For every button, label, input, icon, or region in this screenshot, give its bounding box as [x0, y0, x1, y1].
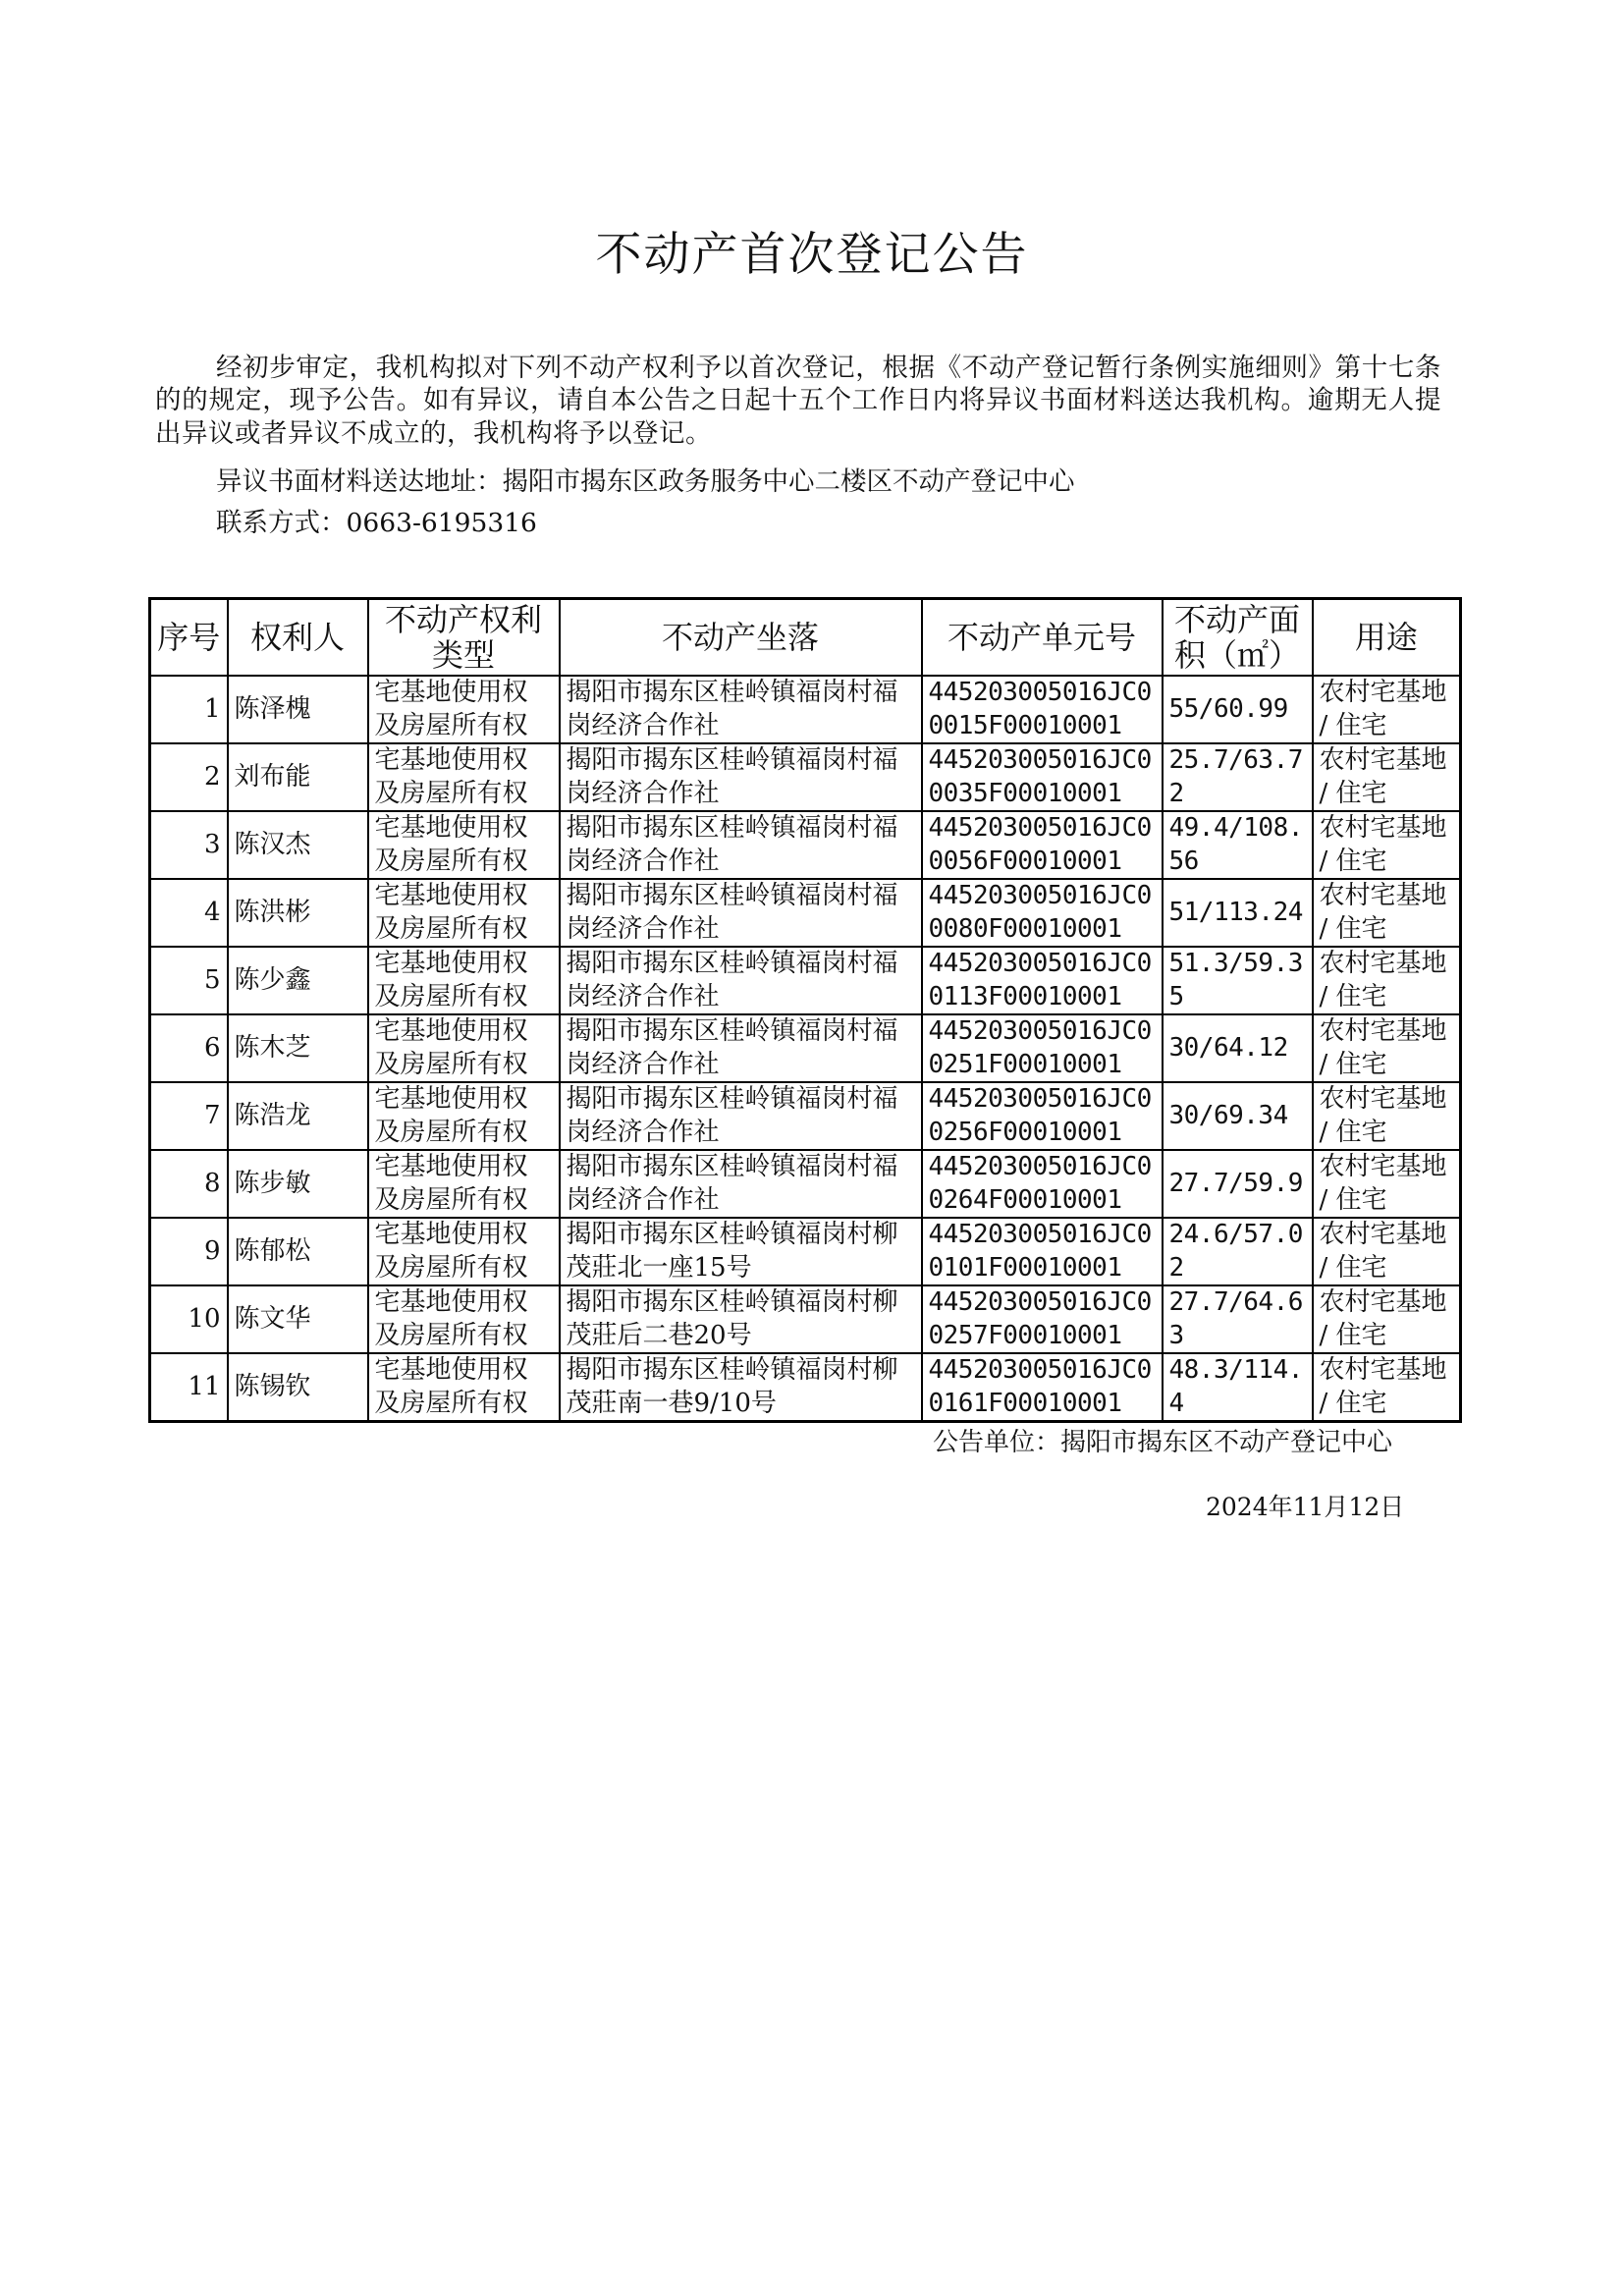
registration-table [148, 597, 1462, 1423]
cell-right-type: 宅基地使用权及房屋所有权 [368, 1218, 560, 1285]
cell-unit-number: 445203005016JC00035F00010001 [922, 743, 1163, 811]
table-row [150, 947, 1461, 1014]
cell-area: 51/113.24 [1163, 879, 1313, 947]
cell-unit-number: 445203005016JC00251F00010001 [922, 1014, 1163, 1082]
cell-area: 48.3/114.4 [1163, 1353, 1313, 1422]
cell-right-type: 宅基地使用权及房屋所有权 [368, 743, 560, 811]
cell-owner: 陈少鑫 [228, 947, 368, 1014]
issuing-unit: 公告单位：揭阳市揭东区不动产登记中心 [933, 1428, 1393, 1457]
cell-location: 揭阳市揭东区桂岭镇福岗村福岗经济合作社 [560, 879, 922, 947]
cell-area: 25.7/63.72 [1163, 743, 1313, 811]
objection-address: 异议书面材料送达地址：揭阳市揭东区政务服务中心二楼区不动产登记中心 [216, 466, 1075, 497]
table-row [150, 879, 1461, 947]
cell-use: 农村宅基地 / 住宅 [1313, 811, 1461, 879]
cell-unit-number: 445203005016JC00015F00010001 [922, 676, 1163, 743]
cell-owner: 陈锡钦 [228, 1353, 368, 1422]
cell-unit-number: 445203005016JC00080F00010001 [922, 879, 1163, 947]
cell-use: 农村宅基地 / 住宅 [1313, 1285, 1461, 1353]
cell-seq: 3 [150, 811, 228, 879]
cell-right-type: 宅基地使用权及房屋所有权 [368, 811, 560, 879]
cell-area: 27.7/64.63 [1163, 1285, 1313, 1353]
cell-right-type: 宅基地使用权及房屋所有权 [368, 1014, 560, 1082]
cell-use: 农村宅基地 / 住宅 [1313, 1082, 1461, 1150]
table-row [150, 811, 1461, 879]
cell-right-type: 宅基地使用权及房屋所有权 [368, 879, 560, 947]
page-title: 不动产首次登记公告 [595, 228, 1029, 282]
cell-unit-number: 445203005016JC00161F00010001 [922, 1353, 1163, 1422]
cell-location: 揭阳市揭东区桂岭镇福岗村福岗经济合作社 [560, 947, 922, 1014]
cell-right-type: 宅基地使用权及房屋所有权 [368, 1285, 560, 1353]
cell-right-type: 宅基地使用权及房屋所有权 [368, 1150, 560, 1218]
cell-use: 农村宅基地 / 住宅 [1313, 743, 1461, 811]
cell-use: 农村宅基地 / 住宅 [1313, 676, 1461, 743]
cell-owner: 陈文华 [228, 1285, 368, 1353]
table-row [150, 1150, 1461, 1218]
intro-paragraph: 经初步审定，我机构拟对下列不动产权利予以首次登记，根据《不动产登记暂行条例实施细则》第十七条的的规定，现予公告。如有异议，请自本公告之日起十五个工作日内将异议书面材料送达我机构。逾期无人提出异议或者异议不成立的，我机构将予以登记。 [155, 353, 1441, 449]
cell-owner: 陈木芝 [228, 1014, 368, 1082]
cell-unit-number: 445203005016JC00256F00010001 [922, 1082, 1163, 1150]
cell-seq: 2 [150, 743, 228, 811]
header-location: 不动产坐落 [560, 599, 922, 677]
cell-seq: 6 [150, 1014, 228, 1082]
table-row [150, 1353, 1461, 1422]
header-area: 不动产面积（㎡） [1163, 599, 1313, 677]
table-row [150, 1014, 1461, 1082]
cell-seq: 11 [150, 1353, 228, 1422]
table-header-row [150, 599, 1461, 677]
contact-info: 联系方式：0663-6195316 [216, 508, 537, 538]
header-owner: 权利人 [228, 599, 368, 677]
header-seq: 序号 [150, 599, 228, 677]
cell-owner: 陈浩龙 [228, 1082, 368, 1150]
cell-right-type: 宅基地使用权及房屋所有权 [368, 947, 560, 1014]
cell-area: 49.4/108.56 [1163, 811, 1313, 879]
cell-seq: 8 [150, 1150, 228, 1218]
cell-use: 农村宅基地 / 住宅 [1313, 947, 1461, 1014]
cell-unit-number: 445203005016JC00257F00010001 [922, 1285, 1163, 1353]
cell-seq: 5 [150, 947, 228, 1014]
cell-location: 揭阳市揭东区桂岭镇福岗村福岗经济合作社 [560, 811, 922, 879]
header-right-type: 不动产权利类型 [368, 599, 560, 677]
cell-owner: 陈汉杰 [228, 811, 368, 879]
cell-seq: 10 [150, 1285, 228, 1353]
cell-area: 55/60.99 [1163, 676, 1313, 743]
cell-area: 24.6/57.02 [1163, 1218, 1313, 1285]
cell-location: 揭阳市揭东区桂岭镇福岗村福岗经济合作社 [560, 1150, 922, 1218]
cell-right-type: 宅基地使用权及房屋所有权 [368, 676, 560, 743]
cell-area: 30/69.34 [1163, 1082, 1313, 1150]
cell-use: 农村宅基地 / 住宅 [1313, 1150, 1461, 1218]
cell-unit-number: 445203005016JC00264F00010001 [922, 1150, 1163, 1218]
cell-location: 揭阳市揭东区桂岭镇福岗村柳茂莊南一巷9/10号 [560, 1353, 922, 1422]
cell-seq: 1 [150, 676, 228, 743]
table-body [150, 676, 1461, 1422]
header-unit-number: 不动产单元号 [922, 599, 1163, 677]
cell-owner: 陈郁松 [228, 1218, 368, 1285]
cell-area: 51.3/59.35 [1163, 947, 1313, 1014]
cell-owner: 陈泽槐 [228, 676, 368, 743]
cell-location: 揭阳市揭东区桂岭镇福岗村福岗经济合作社 [560, 676, 922, 743]
table-row [150, 1082, 1461, 1150]
cell-owner: 陈洪彬 [228, 879, 368, 947]
cell-seq: 9 [150, 1218, 228, 1285]
cell-seq: 7 [150, 1082, 228, 1150]
header-use: 用途 [1313, 599, 1461, 677]
table-row [150, 676, 1461, 743]
cell-owner: 刘布能 [228, 743, 368, 811]
cell-location: 揭阳市揭东区桂岭镇福岗村柳茂莊北一座15号 [560, 1218, 922, 1285]
cell-location: 揭阳市揭东区桂岭镇福岗村福岗经济合作社 [560, 1014, 922, 1082]
cell-use: 农村宅基地 / 住宅 [1313, 1218, 1461, 1285]
cell-area: 30/64.12 [1163, 1014, 1313, 1082]
cell-area: 27.7/59.9 [1163, 1150, 1313, 1218]
table-row [150, 1218, 1461, 1285]
cell-unit-number: 445203005016JC00101F00010001 [922, 1218, 1163, 1285]
cell-seq: 4 [150, 879, 228, 947]
issue-date: 2024年11月12日 [1206, 1493, 1405, 1521]
cell-right-type: 宅基地使用权及房屋所有权 [368, 1082, 560, 1150]
cell-right-type: 宅基地使用权及房屋所有权 [368, 1353, 560, 1422]
cell-unit-number: 445203005016JC00113F00010001 [922, 947, 1163, 1014]
cell-location: 揭阳市揭东区桂岭镇福岗村福岗经济合作社 [560, 743, 922, 811]
cell-location: 揭阳市揭东区桂岭镇福岗村柳茂莊后二巷20号 [560, 1285, 922, 1353]
cell-use: 农村宅基地 / 住宅 [1313, 1353, 1461, 1422]
cell-location: 揭阳市揭东区桂岭镇福岗村福岗经济合作社 [560, 1082, 922, 1150]
table-row [150, 743, 1461, 811]
cell-use: 农村宅基地 / 住宅 [1313, 879, 1461, 947]
cell-owner: 陈步敏 [228, 1150, 368, 1218]
table-row [150, 1285, 1461, 1353]
cell-use: 农村宅基地 / 住宅 [1313, 1014, 1461, 1082]
cell-unit-number: 445203005016JC00056F00010001 [922, 811, 1163, 879]
